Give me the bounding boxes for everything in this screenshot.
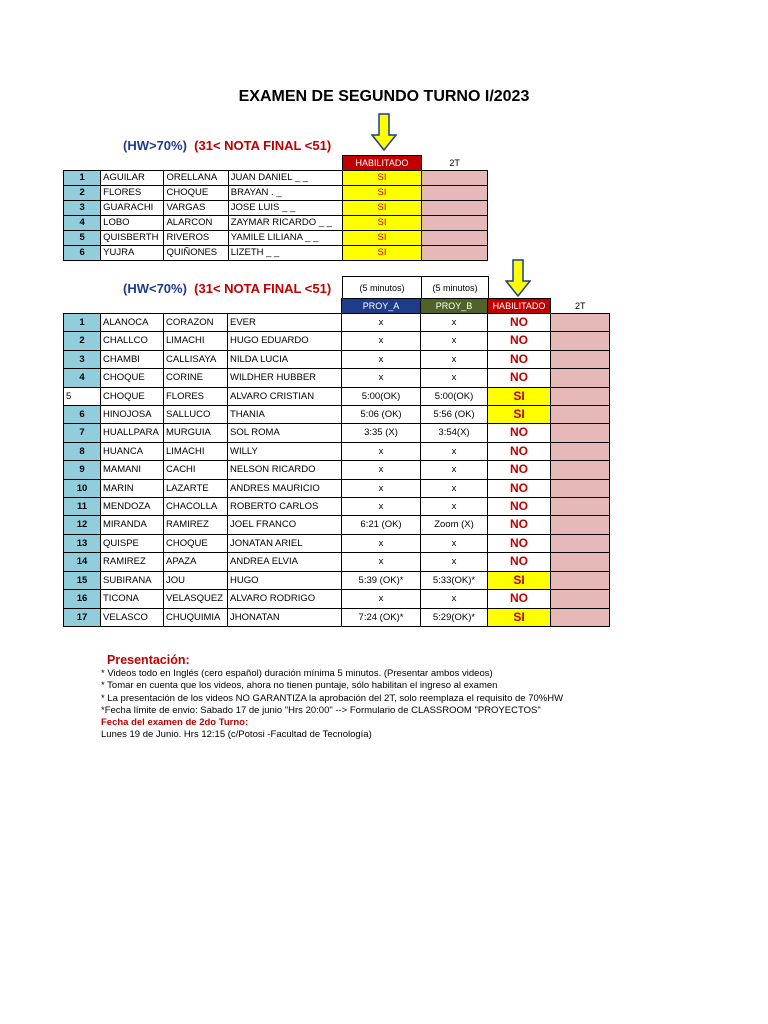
table-row <box>64 314 610 332</box>
proy-a-cell: x <box>342 553 421 571</box>
nombres: WILLY <box>228 442 342 460</box>
apellido-materno: ORELLANA <box>164 171 228 186</box>
row-number: 13 <box>64 534 101 552</box>
nombres: LIZETH _ _ <box>228 246 343 261</box>
note-line: * Videos todo en Inglés (cero español) duración mínima 5 minutos. (Presentar ambos videos) <box>101 668 493 680</box>
habilitado-cell: NO <box>488 498 551 516</box>
habilitado-cell: SI <box>343 186 421 201</box>
habilitado-cell: SI <box>488 387 551 405</box>
row-number: 4 <box>64 216 101 231</box>
nota-2t-cell <box>551 479 610 497</box>
proy-a-cell: x <box>342 479 421 497</box>
table-row <box>64 424 610 442</box>
apellido-paterno: HINOJOSA <box>101 406 164 424</box>
proy-b-cell: 5:56 (OK) <box>421 406 488 424</box>
nombres: EVER <box>228 314 342 332</box>
nota-2t-cell <box>551 516 610 534</box>
minutes-a: (5 minutos) <box>343 277 422 300</box>
nombres: BRAYAN . _ <box>228 186 343 201</box>
proy-a-cell: x <box>342 534 421 552</box>
habilitado-cell: SI <box>343 246 421 261</box>
habilitado-cell: SI <box>488 571 551 589</box>
apellido-paterno: MIRANDA <box>101 516 164 534</box>
proy-b-cell: x <box>421 369 488 387</box>
nota-2t-cell <box>421 231 487 246</box>
apellido-paterno: SUBIRANA <box>101 571 164 589</box>
nota-2t-cell <box>551 350 610 368</box>
apellido-paterno: MENDOZA <box>101 498 164 516</box>
habilitado-cell: SI <box>488 406 551 424</box>
apellido-materno: SALLUCO <box>164 406 228 424</box>
row-number: 5 <box>64 231 101 246</box>
habilitado-cell: SI <box>343 231 421 246</box>
proy-b-cell: x <box>421 461 488 479</box>
apellido-materno: CORAZON <box>164 314 228 332</box>
proy-b-cell: x <box>421 479 488 497</box>
table-row <box>64 498 610 516</box>
habilitado-cell: NO <box>488 424 551 442</box>
minutes-b: (5 minutos) <box>422 277 489 300</box>
habilitados-table <box>63 155 488 261</box>
table-row <box>64 186 488 201</box>
row-number: 2 <box>64 186 101 201</box>
apellido-materno: CACHI <box>164 461 228 479</box>
apellido-paterno: QUISBERTH <box>101 231 164 246</box>
nombres: ROBERTO CARLOS <box>228 498 342 516</box>
row-number: 3 <box>64 201 101 216</box>
apellido-paterno: YUJRA <box>101 246 164 261</box>
note-line: *Fecha límite de envio: Sabado 17 de junio "Hrs 20:00" --> Formulario de CLASSROOM "PROYECTOS" <box>101 704 541 716</box>
down-arrow-icon <box>505 259 531 297</box>
table-row <box>64 461 610 479</box>
apellido-paterno: VELASCO <box>101 608 164 626</box>
table-row <box>64 553 610 571</box>
apellido-materno: APAZA <box>164 553 228 571</box>
apellido-paterno: QUISPE <box>101 534 164 552</box>
section2-nota-criterion: (31< NOTA FINAL <51) <box>194 281 332 296</box>
habilitado-cell: NO <box>488 516 551 534</box>
nota-2t-cell <box>551 406 610 424</box>
nombres: JONATAN ARIEL <box>228 534 342 552</box>
proy-a-cell: 5:00(OK) <box>342 387 421 405</box>
proy-a-cell: x <box>342 461 421 479</box>
proy-a-cell: x <box>342 369 421 387</box>
nombres: NELSON RICARDO <box>228 461 342 479</box>
nombres: ANDRES MAURICIO <box>228 479 342 497</box>
proy-b-cell: 5:29(OK)* <box>421 608 488 626</box>
apellido-materno: VARGAS <box>164 201 228 216</box>
proy-b-cell: x <box>421 498 488 516</box>
habilitado-cell: SI <box>343 171 421 186</box>
nota-2t-cell <box>421 246 487 261</box>
proy-a-cell: x <box>342 314 421 332</box>
nota-2t-cell <box>551 442 610 460</box>
table-row <box>64 534 610 552</box>
habilitado-cell: NO <box>488 479 551 497</box>
nombres: JHONATAN <box>228 608 342 626</box>
section1-nota-criterion: (31< NOTA FINAL <51) <box>194 138 332 153</box>
row-number: 1 <box>64 171 101 186</box>
table-row <box>64 571 610 589</box>
table-row <box>64 406 610 424</box>
nota-2t-cell <box>551 553 610 571</box>
exam-date-heading: Fecha del examen de 2do Turno: <box>101 717 249 729</box>
apellido-materno: FLORES <box>164 387 228 405</box>
habilitado-cell: NO <box>488 461 551 479</box>
table-header-row <box>64 299 610 314</box>
nota-2t-cell <box>551 424 610 442</box>
table-row <box>64 590 610 608</box>
row-number: 3 <box>64 350 101 368</box>
row-number: 8 <box>64 442 101 460</box>
proyectos-table <box>63 298 610 627</box>
apellido-paterno: HUANCA <box>101 442 164 460</box>
nota-2t-cell <box>421 201 487 216</box>
proy-a-cell: x <box>342 350 421 368</box>
nombres: ALVARO CRISTIAN <box>228 387 342 405</box>
table-row <box>64 216 488 231</box>
habilitado-cell: NO <box>488 332 551 350</box>
apellido-materno: LIMACHI <box>164 332 228 350</box>
nota-2t-cell <box>551 314 610 332</box>
proy-a-cell: x <box>342 498 421 516</box>
habilitado-cell: NO <box>488 350 551 368</box>
notes-section <box>101 654 563 741</box>
apellido-materno: QUIÑONES <box>164 246 228 261</box>
apellido-materno: MURGUIA <box>164 424 228 442</box>
nota-2t-cell <box>551 387 610 405</box>
proy-a-cell: x <box>342 590 421 608</box>
habilitado-cell: SI <box>343 216 421 231</box>
table-row <box>64 369 610 387</box>
apellido-materno: RAMIREZ <box>164 516 228 534</box>
nota-2t-cell <box>421 216 487 231</box>
nota-2t-cell <box>551 498 610 516</box>
proy-b-cell: x <box>421 442 488 460</box>
minutes-header <box>342 276 489 300</box>
nombres: HUGO EDUARDO <box>228 332 342 350</box>
proy-a-cell: x <box>342 442 421 460</box>
nota-2t-cell <box>551 608 610 626</box>
table-row <box>64 246 488 261</box>
row-number: 5 <box>64 387 101 405</box>
nombres: JOEL FRANCO <box>228 516 342 534</box>
table-row <box>64 479 610 497</box>
row-number: 11 <box>64 498 101 516</box>
row-number: 12 <box>64 516 101 534</box>
table-row <box>64 350 610 368</box>
col-proy-a: PROY_A <box>342 299 421 314</box>
proy-b-cell: Zoom (X) <box>421 516 488 534</box>
col-2t: 2T <box>449 157 460 168</box>
apellido-materno: JOU <box>164 571 228 589</box>
nota-2t-cell <box>551 461 610 479</box>
notes-heading: Presentación: <box>107 653 190 667</box>
apellido-materno: LAZARTE <box>164 479 228 497</box>
apellido-paterno: RAMIREZ <box>101 553 164 571</box>
table-row <box>64 516 610 534</box>
apellido-paterno: MAMANI <box>101 461 164 479</box>
row-number: 6 <box>64 246 101 261</box>
apellido-paterno: HUALLPARA <box>101 424 164 442</box>
apellido-materno: CHUQUIMIA <box>164 608 228 626</box>
nota-2t-cell <box>551 534 610 552</box>
col-proy-b: PROY_B <box>421 299 488 314</box>
nota-2t-cell <box>421 186 487 201</box>
row-number: 1 <box>64 314 101 332</box>
habilitado-cell: SI <box>488 608 551 626</box>
table-header-row <box>64 156 488 171</box>
note-line: * La presentación de los videos NO GARANTIZA la aprobación del 2T, solo reemplaza el requisito de 70%HW <box>101 692 564 704</box>
proy-a-cell: x <box>342 332 421 350</box>
apellido-paterno: CHOQUE <box>101 387 164 405</box>
nombres: WILDHER HUBBER <box>228 369 342 387</box>
nota-2t-cell <box>421 171 487 186</box>
table-row <box>64 201 488 216</box>
proy-b-cell: 5:00(OK) <box>421 387 488 405</box>
nombres: THANIA <box>228 406 342 424</box>
apellido-paterno: TICONA <box>101 590 164 608</box>
proy-a-cell: 5:06 (OK) <box>342 406 421 424</box>
section2-hw-criterion: (HW<70%) <box>123 281 187 296</box>
table-row <box>64 387 610 405</box>
nombres: YAMILE LILIANA _ _ <box>228 231 343 246</box>
apellido-paterno: CHALLCO <box>101 332 164 350</box>
proy-b-cell: x <box>421 534 488 552</box>
proy-b-cell: 3:54(X) <box>421 424 488 442</box>
exam-date-line: Lunes 19 de Junio. Hrs 12:15 (c/Potosi -Facultad de Tecnología) <box>101 729 372 741</box>
table-row <box>64 608 610 626</box>
apellido-materno: CHOQUE <box>164 534 228 552</box>
page-title: EXAMEN DE SEGUNDO TURNO I/2023 <box>238 88 530 105</box>
down-arrow-icon <box>371 113 397 151</box>
apellido-paterno: LOBO <box>101 216 164 231</box>
proy-b-cell: x <box>421 553 488 571</box>
nombres: ALVARO RODRIGO <box>228 590 342 608</box>
row-number: 6 <box>64 406 101 424</box>
habilitado-cell: NO <box>488 314 551 332</box>
apellido-materno: VELASQUEZ <box>164 590 228 608</box>
nota-2t-cell <box>551 571 610 589</box>
habilitado-cell: NO <box>488 534 551 552</box>
proy-b-cell: x <box>421 314 488 332</box>
nombres: ANDREA ELVIA <box>228 553 342 571</box>
habilitado-cell: SI <box>343 201 421 216</box>
nombres: HUGO <box>228 571 342 589</box>
row-number: 9 <box>64 461 101 479</box>
note-line: * Tomar en cuenta que los videos, ahora no tienen puntaje, sólo habilitan el ingreso al examen <box>101 680 498 692</box>
proy-a-cell: 6:21 (OK) <box>342 516 421 534</box>
row-number: 16 <box>64 590 101 608</box>
row-number: 15 <box>64 571 101 589</box>
proy-a-cell: 3:35 (X) <box>342 424 421 442</box>
nota-2t-cell <box>551 369 610 387</box>
proy-a-cell: 5:39 (OK)* <box>342 571 421 589</box>
col-habilitado: HABILITADO <box>343 156 421 171</box>
row-number: 10 <box>64 479 101 497</box>
habilitado-cell: NO <box>488 369 551 387</box>
row-number: 2 <box>64 332 101 350</box>
apellido-paterno: MARIN <box>101 479 164 497</box>
row-number: 14 <box>64 553 101 571</box>
apellido-paterno: AGUILAR <box>101 171 164 186</box>
apellido-paterno: ALANOCA <box>101 314 164 332</box>
apellido-paterno: CHAMBI <box>101 350 164 368</box>
proy-b-cell: 5:33(OK)* <box>421 571 488 589</box>
proy-b-cell: x <box>421 350 488 368</box>
apellido-materno: CORINE <box>164 369 228 387</box>
apellido-materno: CALLISAYA <box>164 350 228 368</box>
nombres: SOL ROMA <box>228 424 342 442</box>
nombres: JOSE LUIS _ _ <box>228 201 343 216</box>
apellido-paterno: FLORES <box>101 186 164 201</box>
col-habilitado: HABILITADO <box>488 299 551 314</box>
nombres: JUAN DANIEL _ _ <box>228 171 343 186</box>
table-row <box>64 442 610 460</box>
proy-b-cell: x <box>421 590 488 608</box>
nota-2t-cell <box>551 590 610 608</box>
row-number: 7 <box>64 424 101 442</box>
apellido-materno: LIMACHI <box>164 442 228 460</box>
habilitado-cell: NO <box>488 553 551 571</box>
nombres: ZAYMAR RICARDO _ _ <box>228 216 343 231</box>
section2-criteria <box>123 281 331 296</box>
apellido-materno: CHOQUE <box>164 186 228 201</box>
apellido-materno: ALARCON <box>164 216 228 231</box>
proy-b-cell: x <box>421 332 488 350</box>
apellido-paterno: GUARACHI <box>101 201 164 216</box>
apellido-materno: CHACOLLA <box>164 498 228 516</box>
section1-hw-criterion: (HW>70%) <box>123 138 187 153</box>
proy-a-cell: 7:24 (OK)* <box>342 608 421 626</box>
row-number: 4 <box>64 369 101 387</box>
nombres: NILDA LUCIA <box>228 350 342 368</box>
apellido-paterno: CHOQUE <box>101 369 164 387</box>
col-2t: 2T <box>574 300 586 311</box>
table-row <box>64 171 488 186</box>
habilitado-cell: NO <box>488 442 551 460</box>
section1-criteria <box>123 138 331 153</box>
habilitado-cell: NO <box>488 590 551 608</box>
row-number: 17 <box>64 608 101 626</box>
apellido-materno: RIVEROS <box>164 231 228 246</box>
table-row <box>64 332 610 350</box>
nota-2t-cell <box>551 332 610 350</box>
table-row <box>64 231 488 246</box>
